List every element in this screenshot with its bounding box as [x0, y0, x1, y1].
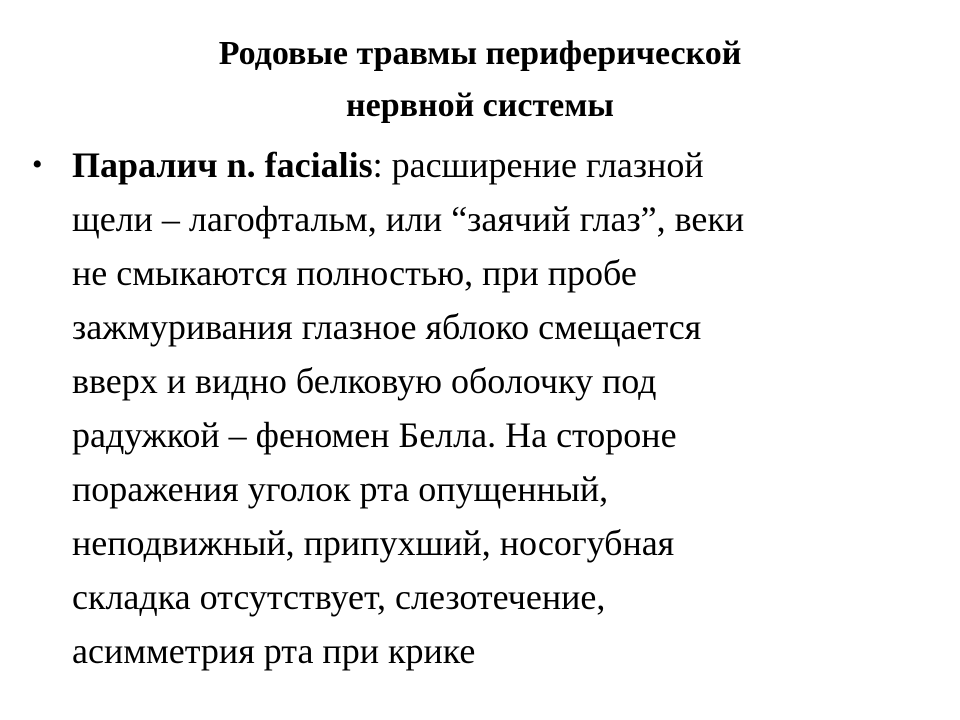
bullet-item — [30, 138, 910, 678]
bullet-line-4: зажмуривания глазное яблоко смещается — [72, 307, 702, 347]
bullet-lead-rest: : расширение глазной — [372, 145, 704, 185]
bullet-line-8: неподвижный, припухший, носогубная — [72, 523, 675, 563]
bullet-line-10: асимметрия рта при крике — [72, 631, 476, 671]
bullet-line-6: радужкой – феномен Белла. На стороне — [72, 415, 677, 455]
slide-title — [80, 28, 880, 132]
bullet-line-9: складка отсутствует, слезотечение, — [72, 577, 606, 617]
bullet-lead-bold: Паралич n. facialis — [72, 145, 373, 185]
slide-title-line-1: Родовые травмы периферической — [218, 35, 742, 72]
bullet-line-5: вверх и видно белковую оболочку под — [72, 361, 657, 401]
slide-title-line-2: нервной системы — [346, 87, 614, 124]
bullet-line-1 — [72, 138, 910, 192]
bullet-list — [30, 138, 910, 678]
bullet-line-2: щели – лагофтальм, или “заячий глаз”, веки — [72, 199, 745, 239]
bullet-marker: • — [32, 148, 43, 181]
bullet-line-7: поражения уголок рта опущенный, — [72, 469, 609, 509]
bullet-line-3: не смыкаются полностью, при пробе — [72, 253, 637, 293]
